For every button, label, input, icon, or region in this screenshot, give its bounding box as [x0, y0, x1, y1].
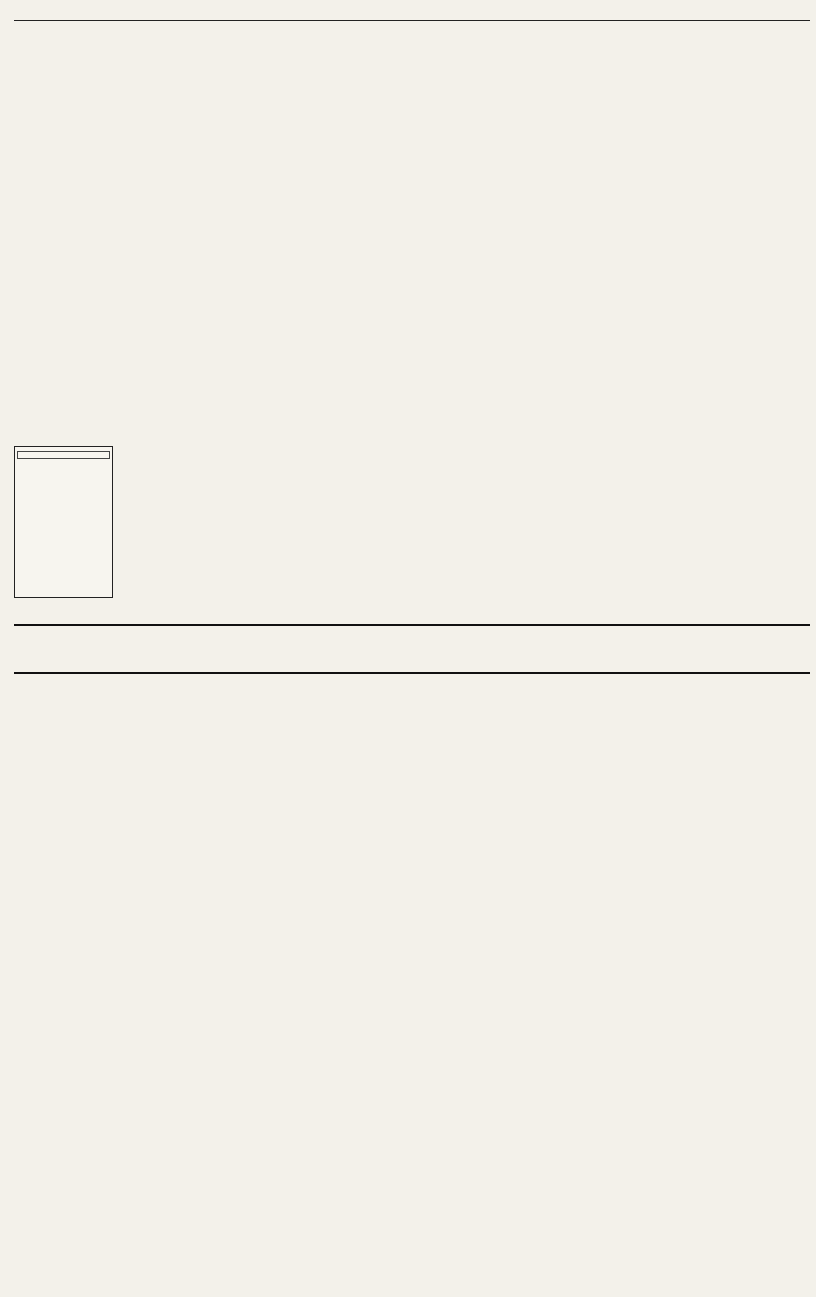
service-guide-grid: [14, 674, 810, 1291]
newspaper-page: [14, 6, 810, 1291]
details-construction-ad: [14, 446, 113, 598]
home-service-guide-banner: [14, 624, 810, 674]
details-services-list: [17, 451, 110, 459]
classified-help-wanted-grid: [14, 24, 810, 620]
masthead: [14, 6, 810, 21]
